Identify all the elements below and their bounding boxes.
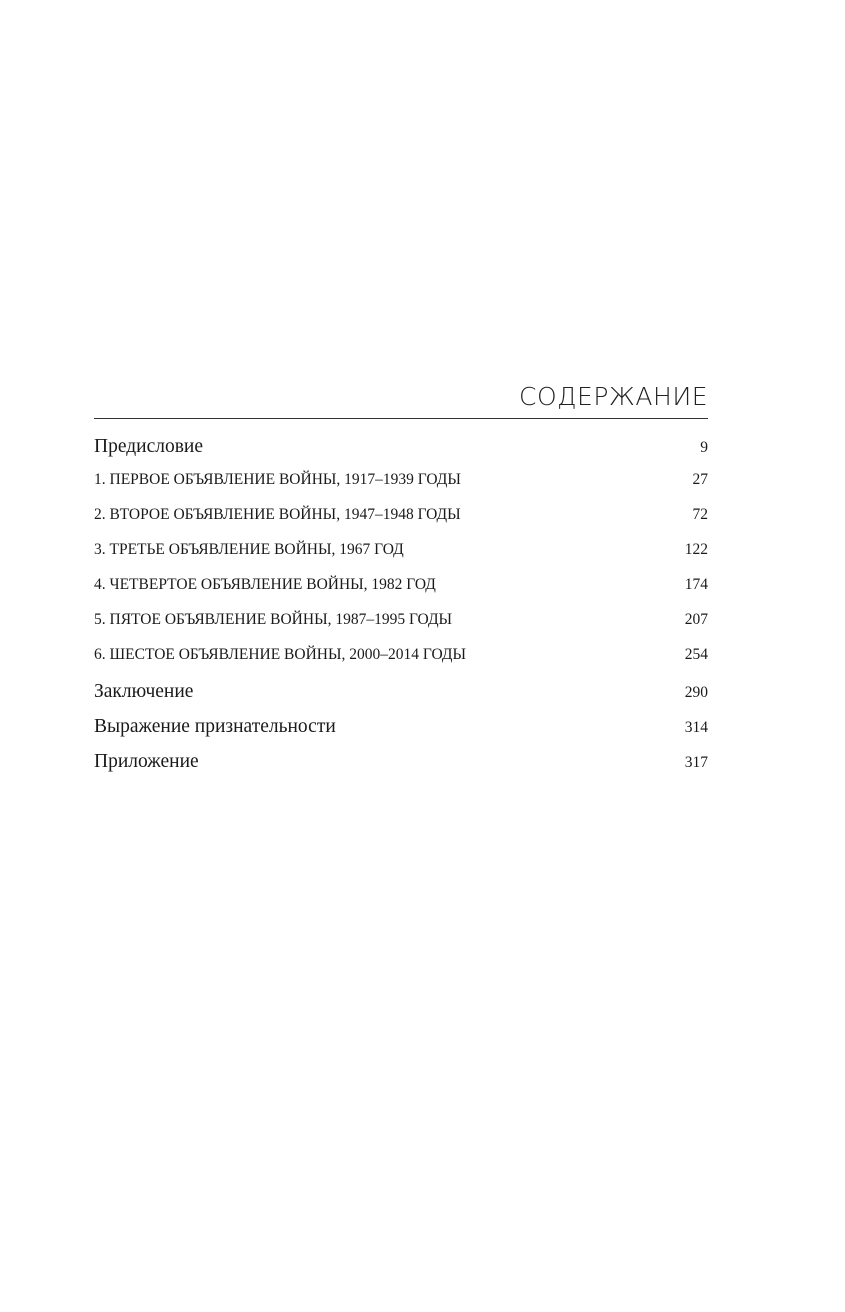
toc-entry-page: 314	[684, 719, 708, 736]
toc-entry-page: 9	[700, 439, 708, 456]
toc-entry-page: 72	[692, 506, 708, 523]
toc-entry-page: 122	[684, 541, 708, 558]
toc-entry-acknowledgements[interactable]	[94, 716, 708, 751]
toc-entry-chapter-5[interactable]	[94, 611, 708, 646]
toc-entry-page: 290	[684, 684, 708, 701]
toc-entry-appendix[interactable]	[94, 751, 708, 786]
toc-entry-title: 2. ВТОРОЕ ОБЪЯВЛЕНИЕ ВОЙНЫ, 1947–1948 ГОДЫ	[94, 506, 461, 523]
toc-entry-chapter-2[interactable]	[94, 506, 708, 541]
toc-entry-title: 3. ТРЕТЬЕ ОБЪЯВЛЕНИЕ ВОЙНЫ, 1967 ГОД	[94, 541, 404, 558]
toc-entry-conclusion[interactable]	[94, 681, 708, 716]
toc-entry-title: 1. ПЕРВОЕ ОБЪЯВЛЕНИЕ ВОЙНЫ, 1917–1939 ГОДЫ	[94, 471, 461, 488]
toc-entry-page: 207	[684, 611, 708, 628]
toc-list	[94, 436, 708, 786]
toc-entry-chapter-1[interactable]	[94, 471, 708, 506]
toc-heading: СОДЕРЖАНИЕ	[519, 382, 708, 411]
toc-entry-title: Предисловие	[94, 436, 204, 457]
toc-entry-page: 254	[684, 646, 708, 663]
toc-entry-title: Приложение	[94, 751, 199, 772]
toc-entry-chapter-6[interactable]	[94, 646, 708, 681]
toc-entry-chapter-4[interactable]	[94, 576, 708, 611]
heading-divider	[94, 418, 708, 419]
toc-entry-page: 174	[684, 576, 708, 593]
toc-entry-title: 5. ПЯТОЕ ОБЪЯВЛЕНИЕ ВОЙНЫ, 1987–1995 ГОДЫ	[94, 611, 453, 628]
toc-entry-chapter-3[interactable]	[94, 541, 708, 576]
toc-entry-title: 6. ШЕСТОЕ ОБЪЯВЛЕНИЕ ВОЙНЫ, 2000–2014 ГОДЫ	[94, 646, 466, 663]
toc-entry-page: 27	[692, 471, 708, 488]
toc-entry-title: 4. ЧЕТВЕРТОЕ ОБЪЯВЛЕНИЕ ВОЙНЫ, 1982 ГОД	[94, 576, 436, 593]
toc-entry-preface[interactable]	[94, 436, 708, 471]
toc-entry-title: Выражение признательности	[94, 716, 336, 737]
toc-entry-page: 317	[684, 754, 708, 771]
toc-entry-title: Заключение	[94, 681, 194, 702]
table-of-contents	[94, 378, 708, 786]
